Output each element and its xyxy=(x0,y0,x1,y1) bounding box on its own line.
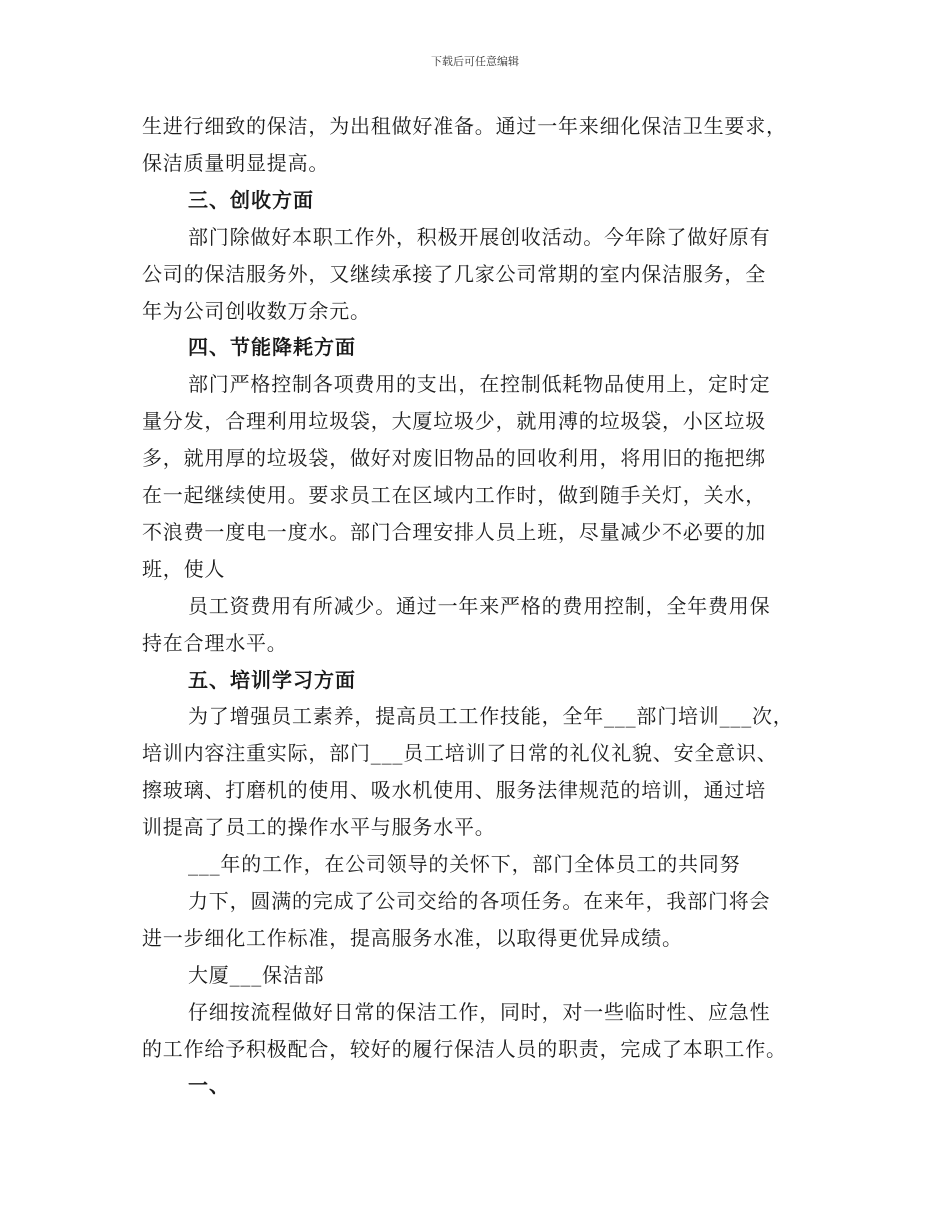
paragraph-line: 不浪费一度电一度水。部门合理安排人员上班，尽量减少不必要的加 xyxy=(142,519,766,544)
paragraph-line: 仔细按流程做好日常的保洁工作，同时，对一些临时性、应急性 xyxy=(188,999,771,1024)
paragraph-line: 擦玻璃、打磨机的使用、吸水机使用、服务法律规范的培训，通过培 xyxy=(142,778,766,803)
paragraph-line: 多，就用厚的垃圾袋，做好对废旧物品的回收利用，将用旧的拖把绑 xyxy=(142,446,766,471)
paragraph-line: 大厦___保洁部 xyxy=(188,962,325,987)
paragraph-line: 在一起继续使用。要求员工在区域内工作时，做到随手关灯，关水， xyxy=(142,483,766,507)
paragraph-line: 进一步细化工作标准，提高服务水准，以取得更优异成绩。 xyxy=(142,925,683,950)
paragraph-line: 持在合理水平。 xyxy=(142,630,288,655)
section-heading: 一、 xyxy=(188,1073,230,1098)
page-header: 下载后可任意编辑 xyxy=(431,55,519,68)
paragraph-line: 力下，圆满的完成了公司交给的各项任务。在来年，我部门将会 xyxy=(188,888,771,913)
paragraph-line: 年为公司创收数万余元。 xyxy=(142,298,371,323)
paragraph-line: 训提高了员工的操作水平与服务水平。 xyxy=(142,815,496,840)
paragraph-line: 保洁质量明显提高。 xyxy=(142,150,330,175)
paragraph-line: 部门严格控制各项费用的支出，在控制低耗物品使用上，定时定 xyxy=(188,372,771,397)
paragraph-line: 生进行细致的保洁，为出租做好准备。通过一年来细化保洁卫生要求， xyxy=(142,114,787,138)
paragraph-line: 为了增强员工素养，提高员工工作技能，全年___部门培训___次， xyxy=(188,704,794,729)
paragraph-line: 班，使人 xyxy=(142,556,226,581)
paragraph-line: 培训内容注重实际，部门___员工培训了日常的礼仪礼貌、安全意识、 xyxy=(142,741,778,766)
paragraph-line: 部门除做好本职工作外，积极开展创收活动。今年除了做好原有 xyxy=(188,224,771,249)
paragraph-line: ___年的工作，在公司领导的关怀下，部门全体员工的共同努 xyxy=(188,852,741,876)
section-heading: 五、培训学习方面 xyxy=(188,667,356,692)
paragraph-line: 公司的保洁服务外，又继续承接了几家公司常期的室内保洁服务，全 xyxy=(142,261,766,286)
section-heading: 三、创收方面 xyxy=(188,187,314,212)
paragraph-line: 员工资费用有所减少。通过一年来严格的费用控制，全年费用保 xyxy=(188,593,771,618)
paragraph-line: 的工作给予积极配合，较好的履行保洁人员的职责，完成了本职工作。 xyxy=(142,1036,787,1061)
section-heading: 四、节能降耗方面 xyxy=(188,335,356,360)
paragraph-line: 量分发，合理利用垃圾袋，大厦垃圾少，就用溥的垃圾袋，小区垃圾 xyxy=(142,409,766,434)
